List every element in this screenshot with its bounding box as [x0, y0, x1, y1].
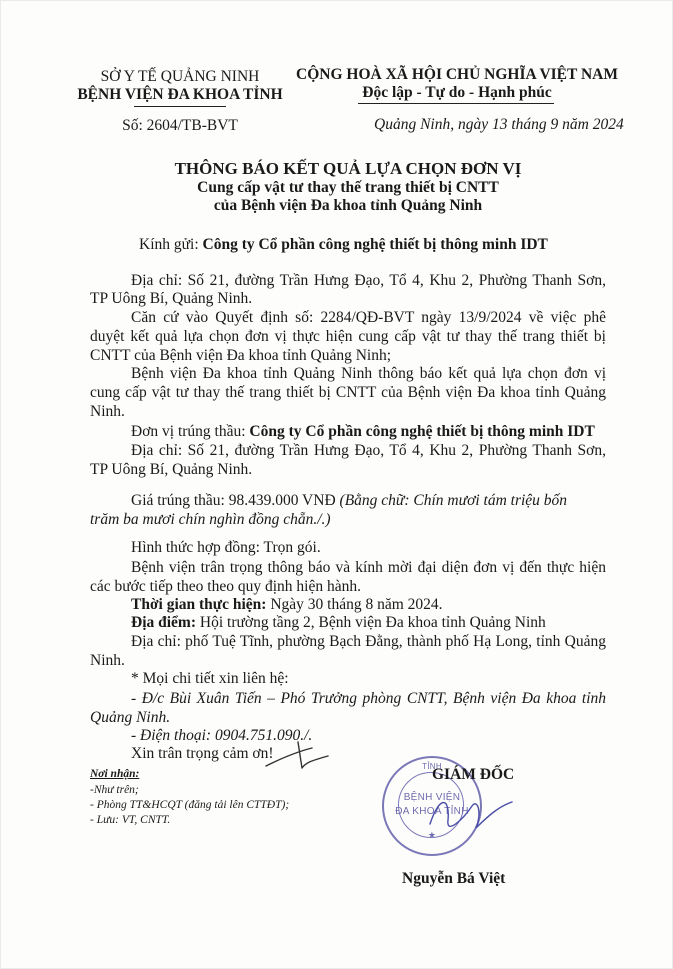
contract-type: Hình thức hợp đồng: Trọn gói. — [131, 539, 321, 556]
winner-line — [131, 423, 647, 441]
notice-title: THÔNG BÁO KẾT QUẢ LỰA CHỌN ĐƠN VỊ — [174, 159, 522, 178]
recipient-label: Kính gửi: — [139, 236, 203, 253]
stamp-line-2: ĐA KHOA TỈNH — [395, 806, 469, 817]
notice-a: Bệnh viện Đa khoa tỉnh Quảng Ninh thông báo kết quả lựa chọn đơn vị — [131, 365, 606, 382]
address-1b: TP Uông Bí, Quảng Ninh. — [90, 290, 253, 307]
basis-b: duyệt kết quả lựa chọn đơn vị thực hiện cung cấp vật tư thay thế trang thiết bị — [90, 328, 606, 345]
time-label: Thời gian thực hiện: — [131, 596, 271, 613]
place-date: Quảng Ninh, ngày 13 tháng 9 năm 2024 — [374, 116, 624, 133]
signer-role: GIÁM ĐỐC — [432, 766, 515, 783]
stamp-star: ★ — [427, 830, 437, 840]
recipient-line — [139, 236, 548, 254]
venue-line — [131, 614, 647, 632]
header-right-underline — [358, 103, 554, 104]
notice-b: cung cấp vật tư thay thế trang thiết bị CNTT của Bệnh viện Đa khoa tỉnh Quảng — [90, 384, 606, 401]
signer-name: Nguyễn Bá Việt — [402, 870, 506, 887]
contact-person-b: Quảng Ninh. — [90, 709, 171, 726]
invite-a: Bệnh viện trân trọng thông báo và kính mời đại diện đơn vị đến thực hiện — [131, 559, 606, 576]
address-3a: Địa chỉ: phố Tuệ Tĩnh, phường Bạch Đằng, thành phố Hạ Long, tỉnh Quảng — [131, 633, 606, 650]
invite-b: các bước tiếp theo theo quy định hiện hành. — [90, 578, 361, 595]
winner-name: Công ty Cổ phần công nghệ thiết bị thông minh IDT — [249, 423, 595, 440]
recipients-title: Nơi nhận: — [90, 768, 140, 780]
price-label: Giá trúng thầu: 98.439.000 VNĐ — [131, 492, 340, 509]
thanks-line: Xin trân trọng cảm ơn! — [131, 745, 274, 762]
price-line — [131, 492, 647, 510]
contact-person-a: - Đ/c Bùi Xuân Tiến – Phó Trưởng phòng CNTT, Bệnh viện Đa khoa tỉnh — [131, 690, 606, 707]
address-3b: Ninh. — [90, 652, 125, 669]
notice-subtitle-2: của Bệnh viện Đa khoa tỉnh Quảng Ninh — [213, 197, 483, 214]
notice-c: Ninh. — [90, 403, 125, 420]
contact-phone: - Điện thoại: 0904.751.090./. — [131, 727, 313, 744]
header-motto: Độc lập - Tự do - Hạnh phúc — [362, 84, 552, 101]
address-2b: TP Uông Bí, Quảng Ninh. — [90, 461, 253, 478]
contact-heading: * Mọi chi tiết xin liên hệ: — [131, 670, 289, 687]
time-value: Ngày 30 tháng 8 năm 2024. — [270, 596, 443, 613]
venue-value: Hội trường tầng 2, Bệnh viện Đa khoa tỉnh Quảng Ninh — [199, 614, 546, 631]
header-country: CỘNG HOÀ XÃ HỘI CHỦ NGHĨA VIỆT NAM — [296, 66, 618, 83]
basis-c: CNTT của Bệnh viện Đa khoa tỉnh Quảng Ninh; — [90, 347, 392, 364]
price-words-a: (Bằng chữ: Chín mươi tám triệu bốn — [339, 492, 568, 509]
address-1a: Địa chỉ: Số 21, đường Trần Hưng Đạo, Tổ 4, Khu 2, Phường Thanh Sơn, — [131, 272, 606, 289]
handwritten-signature — [420, 784, 520, 848]
initial-signature-mark — [262, 738, 332, 772]
recipients-item-1: -Như trên; — [90, 784, 139, 796]
price-words-b: trăm ba mươi chín nghìn đồng chẵn./.) — [90, 511, 331, 528]
header-left-underline — [134, 106, 226, 107]
stamp-top-text: TỈNH — [422, 762, 442, 771]
stamp-line-1: BỆNH VIỆN — [403, 792, 461, 803]
address-2a: Địa chỉ: Số 21, đường Trần Hưng Đạo, Tổ 4, Khu 2, Phường Thanh Sơn, — [131, 442, 606, 459]
venue-label: Địa điểm: — [131, 614, 200, 631]
recipients-item-3: - Lưu: VT, CNTT. — [90, 814, 171, 826]
notice-subtitle-1: Cung cấp vật tư thay thế trang thiết bị CNTT — [197, 179, 499, 196]
header-agency: SỞ Y TẾ QUẢNG NINH — [100, 68, 260, 85]
header-hospital: BỆNH VIỆN ĐA KHOA TỈNH — [77, 86, 283, 103]
winner-label: Đơn vị trúng thầu: — [131, 423, 250, 440]
time-line — [131, 596, 647, 614]
recipient-name: Công ty Cổ phần công nghệ thiết bị thông minh IDT — [202, 236, 548, 253]
basis-a: Căn cứ vào Quyết định số: 2284/QĐ-BVT ngày 13/9/2024 về việc phê — [131, 309, 606, 326]
document-number: Số: 2604/TB-BVT — [122, 117, 238, 134]
recipients-item-2: - Phòng TT&HCQT (đăng tải lên CTTĐT); — [90, 799, 290, 811]
